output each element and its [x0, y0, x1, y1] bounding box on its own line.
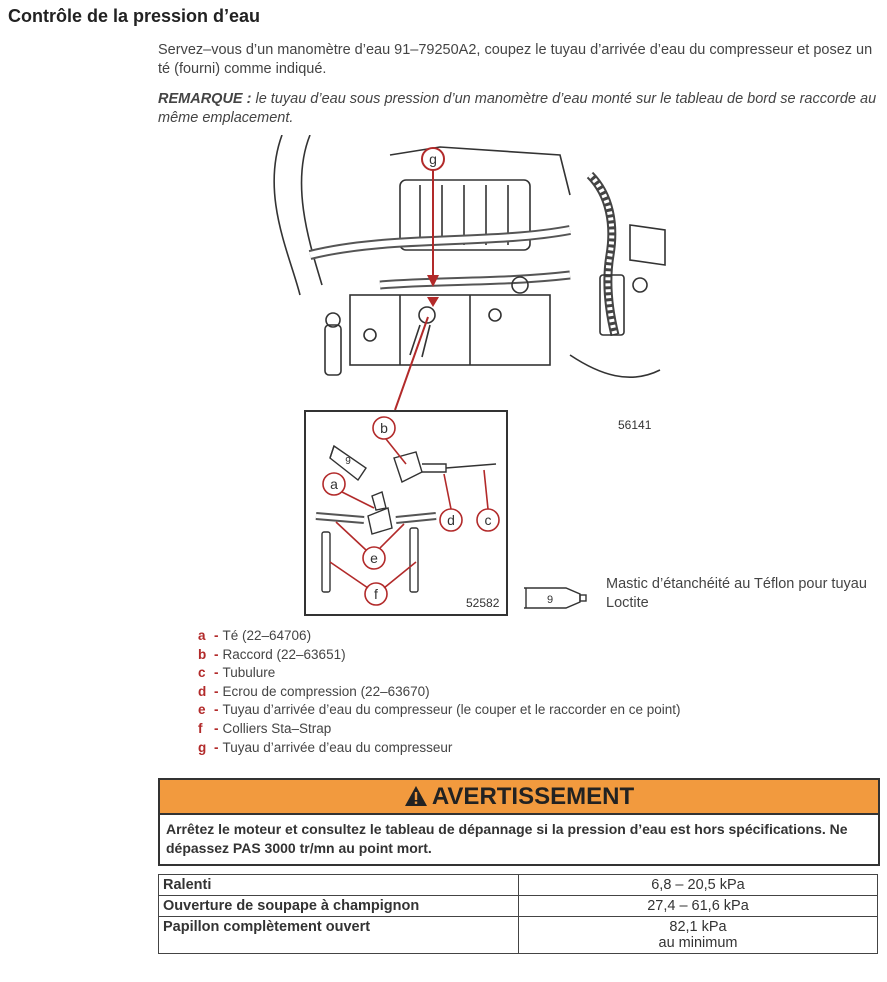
inset-drawing [306, 412, 506, 614]
sealant-label: Mastic d’étanchéité au Téflon pour tuyau Loctite [606, 576, 867, 611]
inset-diagram [304, 410, 508, 616]
callout-f: f [374, 586, 378, 602]
remark-label: REMARQUE : [158, 91, 252, 107]
callout-c: c [484, 512, 492, 528]
legend-item: e - Tuyau d’arrivée d’eau du compresseur (le couper et le raccorder en ce point) [198, 702, 681, 718]
remark-text: le tuyau d’eau sous pression d’un manomètre d’eau monté sur le tableau de bord se raccorde au même emplacement. [158, 91, 877, 126]
table-row [159, 917, 878, 954]
remark-paragraph [158, 90, 882, 128]
pressure-spec-table [158, 874, 878, 954]
callout-e: e [370, 550, 378, 566]
warning-triangle-icon [404, 783, 428, 816]
legend-item: b - Raccord (22–63651) [198, 646, 346, 662]
spec-value: 6,8 – 20,5 kPa [519, 875, 878, 896]
legend-item: a - Té (22–64706) [198, 628, 312, 643]
callout-a: a [330, 476, 338, 492]
callout-g: g [429, 151, 437, 167]
table-row [159, 896, 878, 917]
callout-b: b [380, 420, 388, 436]
inset-figure-number: 52582 [466, 596, 500, 610]
warning-text: Arrêtez le moteur et consultez le tableau de dépannage si la pression d’eau est hors spécifications. Ne dépassez PAS 3000 tr/mn au point mort. [166, 821, 848, 856]
intro-paragraph: Servez–vous d’un manomètre d’eau 91–79250A2, coupez le tuyau d’arrivée d’eau du compresseur et posez un té (fourni) comme indiqué. [158, 42, 873, 77]
legend-item: d - Ecrou de compression (22–63670) [198, 683, 430, 699]
sealant-tube-number: 9 [546, 594, 554, 606]
spec-label: Ralenti [159, 875, 519, 896]
spec-value-line: au minimum [658, 935, 738, 951]
spec-label: Ouverture de soupape à champignon [159, 896, 519, 917]
legend-item: c - Tubulure [198, 665, 276, 681]
legend-item: g - Tuyau d’arrivée d’eau du compresseur [198, 739, 453, 755]
warning-header [160, 780, 878, 815]
table-row [159, 875, 878, 896]
engine-illustration [270, 135, 670, 415]
sealant-tube-icon [522, 584, 588, 612]
spec-value [519, 917, 878, 954]
inset-tube-number: 9 [345, 456, 351, 467]
callout-d: d [447, 512, 455, 528]
warning-box [158, 778, 880, 866]
legend-list [198, 627, 681, 757]
spec-value: 27,4 – 61,6 kPa [519, 896, 878, 917]
engine-figure-number: 56141 [618, 418, 652, 432]
page-title: Contrôle de la pression d’eau [8, 6, 261, 26]
spec-value-line: 82,1 kPa [669, 919, 727, 935]
legend-item: f - Colliers Sta–Strap [198, 720, 332, 736]
warning-title: AVERTISSEMENT [431, 783, 635, 810]
spec-label: Papillon complètement ouvert [159, 917, 519, 954]
